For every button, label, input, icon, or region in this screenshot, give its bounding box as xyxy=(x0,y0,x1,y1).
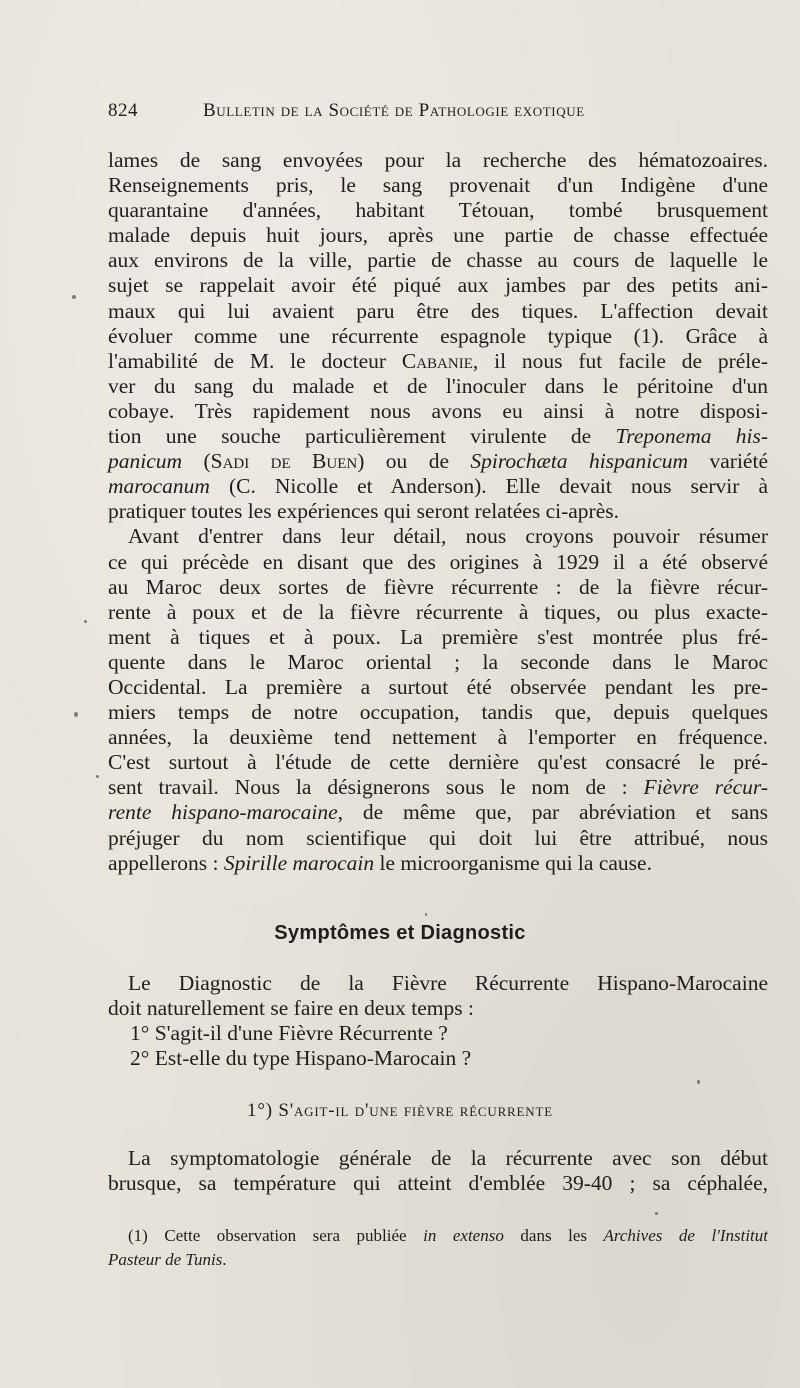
running-title: Bulletin de la Société de Pathologie exotique xyxy=(203,100,585,121)
footnote-line xyxy=(108,1224,768,1248)
author-name: Sadi de Buen xyxy=(210,449,358,474)
list-item: 2° Est-elle du type Hispano-Marocain ? xyxy=(130,1046,472,1071)
text-line: sujet se rappelait avoir été piqué aux jambes par des petits ani- xyxy=(108,273,768,298)
text-line xyxy=(108,349,768,374)
species-name: Spirochæta hispanicum xyxy=(470,449,689,474)
species-name: marocanum xyxy=(108,474,210,499)
section-heading: Symptômes et Diagnostic xyxy=(274,922,526,944)
text-line: préjuger du nom scientifique qui doit lui être attribué, nous xyxy=(108,825,768,850)
text-line xyxy=(108,449,768,474)
text-line: Le Diagnostic de la Fièvre Récurrente Hispano-Marocaine xyxy=(128,971,768,995)
text-run: variété xyxy=(688,449,768,474)
text-line: C'est surtout à l'étude de cette dernière qu'est consacré le pré- xyxy=(108,750,768,775)
print-speck xyxy=(72,295,76,299)
list-item: 1° S'agit-il d'une Fièvre Récurrente ? xyxy=(130,1021,448,1046)
text-run: in extenso xyxy=(423,1226,504,1245)
text-line: doit naturellement se faire en deux temps : xyxy=(108,996,474,1021)
text-line: maux qui lui avaient paru être des tiques. L'affection devait xyxy=(108,298,768,323)
text-line: lames de sang envoyées pour la recherche des hématozoaires. xyxy=(108,148,768,172)
text-line: cobaye. Très rapidement nous avons eu ainsi à notre disposi- xyxy=(108,398,768,423)
author-name: Cabanie xyxy=(401,348,473,373)
text-run: dans les xyxy=(503,1226,604,1245)
text-line: Avant d'entrer dans leur détail, nous croyons pouvoir résumer xyxy=(128,524,768,549)
disease-name: Fièvre récur- xyxy=(643,775,768,800)
text-line xyxy=(108,851,768,876)
text-line: La symptomatologie générale de la récurrente avec son début xyxy=(128,1146,768,1170)
subsection-heading: 1°) S'agit-il d'une fièvre récurrente xyxy=(247,1100,553,1121)
text-line: brusque, sa température qui atteint d'emblée 39-40 ; sa céphalée, xyxy=(108,1171,768,1196)
diagnostic-paragraph xyxy=(108,971,768,1071)
main-text xyxy=(108,148,768,876)
text-line: rente à poux et de la fièvre récurrente à tiques, ou plus exacte- xyxy=(108,599,768,624)
text-line: quente dans le Maroc oriental ; la seconde dans le Maroc xyxy=(108,649,768,674)
print-speck xyxy=(697,1080,700,1084)
text-run: . xyxy=(222,1250,227,1269)
text-line: au Maroc deux sortes de fièvre récurrente : de la fièvre récur- xyxy=(108,574,768,599)
symptom-paragraph xyxy=(108,1146,768,1196)
text-line: ver du sang du malade et de l'inoculer dans le péritoine d'un xyxy=(108,373,768,398)
disease-name: rente hispano-marocaine xyxy=(108,800,338,825)
footnote xyxy=(108,1224,768,1272)
text-run: sent travail. Nous la désignerons sous le nom de : xyxy=(108,775,644,800)
footnote-line xyxy=(108,1248,768,1272)
print-speck xyxy=(74,712,78,717)
text-run: appellerons : xyxy=(108,850,224,875)
text-line: évoluer comme une récurrente espagnole typique (1). Grâce à xyxy=(108,323,768,348)
text-run: (1) Cette observation sera publiée xyxy=(128,1226,424,1245)
text-run: ) ou de xyxy=(357,449,471,474)
text-line: années, la deuxième tend nettement à l'emporter en fréquence. xyxy=(108,725,768,750)
journal-name: Archives de l'Institut xyxy=(603,1226,769,1245)
text-run: tion une souche particulièrement virulente de xyxy=(108,424,616,449)
text-line xyxy=(108,800,768,825)
print-speck xyxy=(96,775,99,778)
text-line: ce qui précède en disant que des origines à 1929 il a été observé xyxy=(108,549,768,574)
text-run: l'amabilité de M. le docteur xyxy=(108,348,402,373)
text-line xyxy=(108,474,768,499)
text-run: le microorganisme qui la cause. xyxy=(374,850,652,875)
text-line: aux environs de la ville, partie de chasse au cours de laquelle le xyxy=(108,248,768,273)
species-name: Treponema his- xyxy=(615,424,769,449)
text-run: , il nous fut facile de préle- xyxy=(472,348,768,373)
text-line: quarantaine d'années, habitant Tétouan, tombé brusquement xyxy=(108,198,768,223)
text-line: pratiquer toutes les expériences qui seront relatées ci-après. xyxy=(108,499,620,524)
print-speck xyxy=(84,620,87,623)
organism-name: Spirille marocain xyxy=(223,850,375,875)
text-line: ment à tiques et à poux. La première s'est montrée plus fré- xyxy=(108,624,768,649)
print-speck xyxy=(425,913,427,916)
text-line: malade depuis huit jours, après une partie de chasse effectuée xyxy=(108,223,768,248)
page-number: 824 xyxy=(108,100,138,121)
text-run: ( xyxy=(182,449,211,474)
species-name: panicum xyxy=(108,449,183,474)
text-run: (C. Nicolle et Anderson). Elle devait nous servir à xyxy=(209,474,768,499)
text-line: miers temps de notre occupation, tandis que, depuis quelques xyxy=(108,700,768,725)
text-line xyxy=(108,775,768,800)
journal-name: Pasteur de Tunis xyxy=(108,1250,223,1269)
text-line: Renseignements pris, le sang provenait d'un Indigène d'une xyxy=(108,173,768,198)
text-run: , de même que, par abréviation et sans xyxy=(337,800,768,825)
text-line: Occidental. La première a surtout été observée pendant les pre- xyxy=(108,674,768,699)
print-speck xyxy=(655,1212,658,1215)
text-line xyxy=(108,424,768,449)
